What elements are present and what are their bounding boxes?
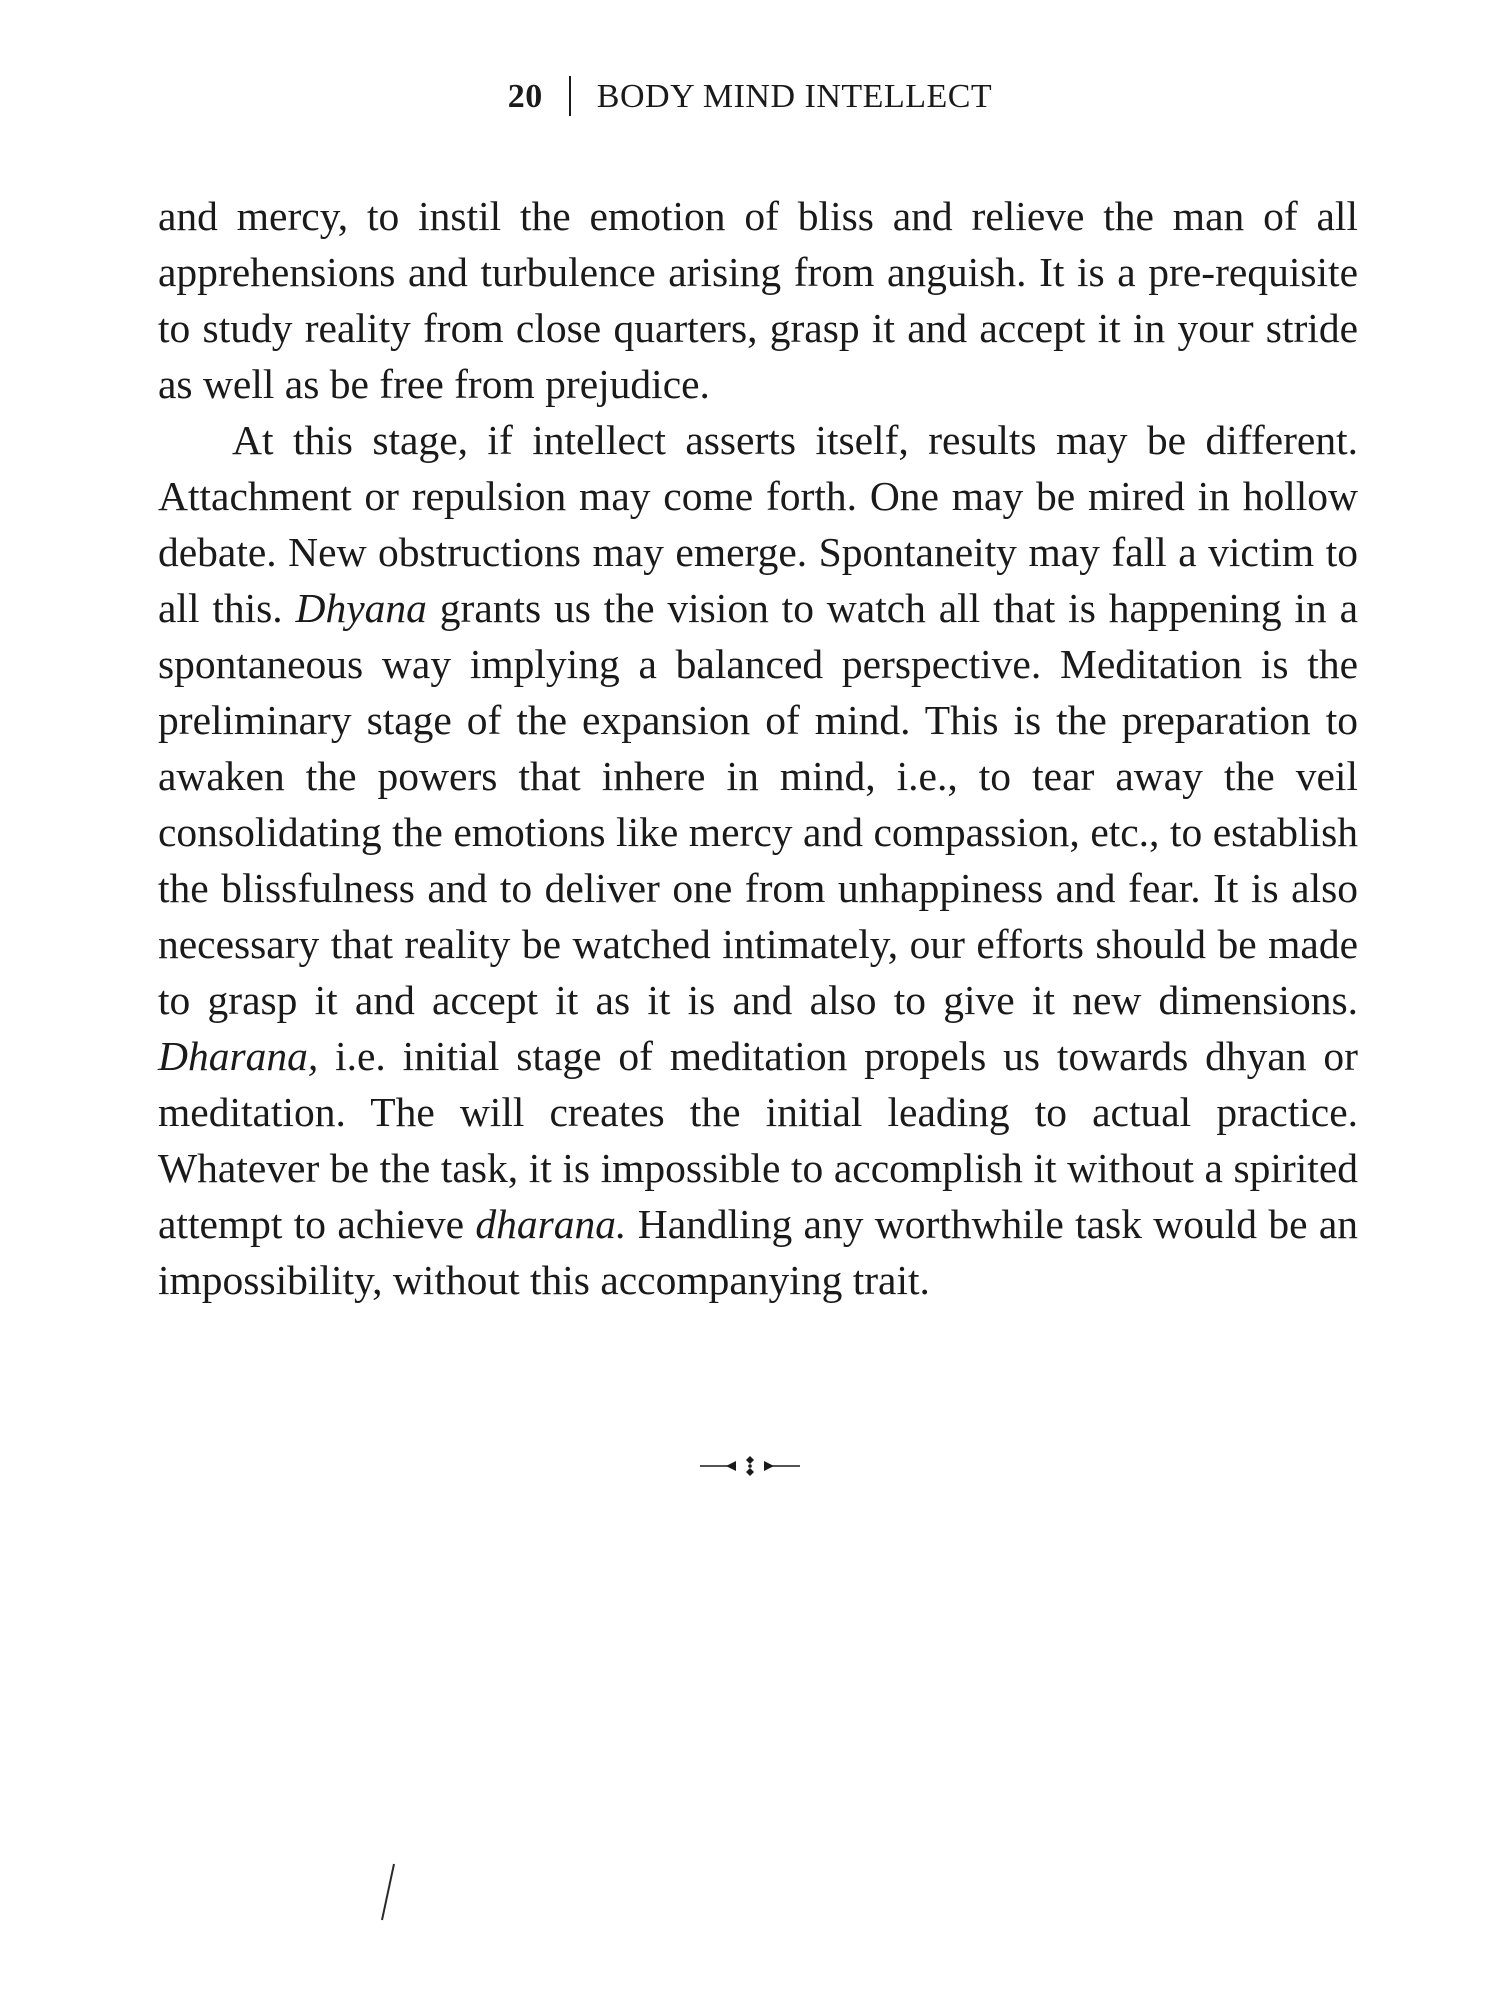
paragraph-continued: and mercy, to instil the emotion of bliss and relieve the man of all apprehensions and turbulence arising from anguish. It is a pre-requisite to study reality from close quarters, grasp it and accept it in your stride as well as be free from prejudice. <box>158 193 1358 407</box>
paragraph-text: grants us the vision to watch all that is happening in a spontaneous way implying a balanced perspective. Meditation is the preliminary stage of the expansion of mind. This is the preparation to awaken the powers that inhere in mind, i.e., to tear away the veil consolidating the emotions like mercy and compassion, etc., to establish the blissfulness and to deliver one from unhappiness and fear. It is also necessary that reality be watched intimately, our efforts should be made to grasp it and accept it as it is and also to give it new dimensions. <box>158 585 1358 1023</box>
term-dharana-lower: dharana. <box>475 1201 627 1247</box>
page-number: 20 <box>507 78 543 115</box>
book-title: BODY MIND INTELLECT <box>596 78 993 115</box>
paragraph-text: Handling any worthwhile task would be an impossibility, without this accompanying trait. <box>158 1201 1358 1303</box>
term-dharana: Dharana, <box>158 1033 319 1079</box>
paragraph-text: i.e. initial stage of meditation propels us towards dhyan or meditation. The will creates the initial leading to actual practice. Whatever be the task, it is impossible to accomplish it without a spirited attempt to achieve <box>158 1033 1358 1247</box>
page-body <box>158 188 1358 1308</box>
paragraph-text: At this stage, if intellect asserts itself, results may be different. Attachment or repulsion may come forth. One may be mired in hollow debate. New obstructions may emerge. Spontaneity may fall a victim to all this. <box>158 417 1358 631</box>
paragraph-main <box>158 412 1358 1308</box>
running-header <box>0 78 1500 119</box>
section-end-ornament-icon <box>700 1454 800 1478</box>
term-dhyana: Dhyana <box>295 585 427 631</box>
pencil-mark <box>378 1862 398 1922</box>
header-divider <box>569 76 571 116</box>
